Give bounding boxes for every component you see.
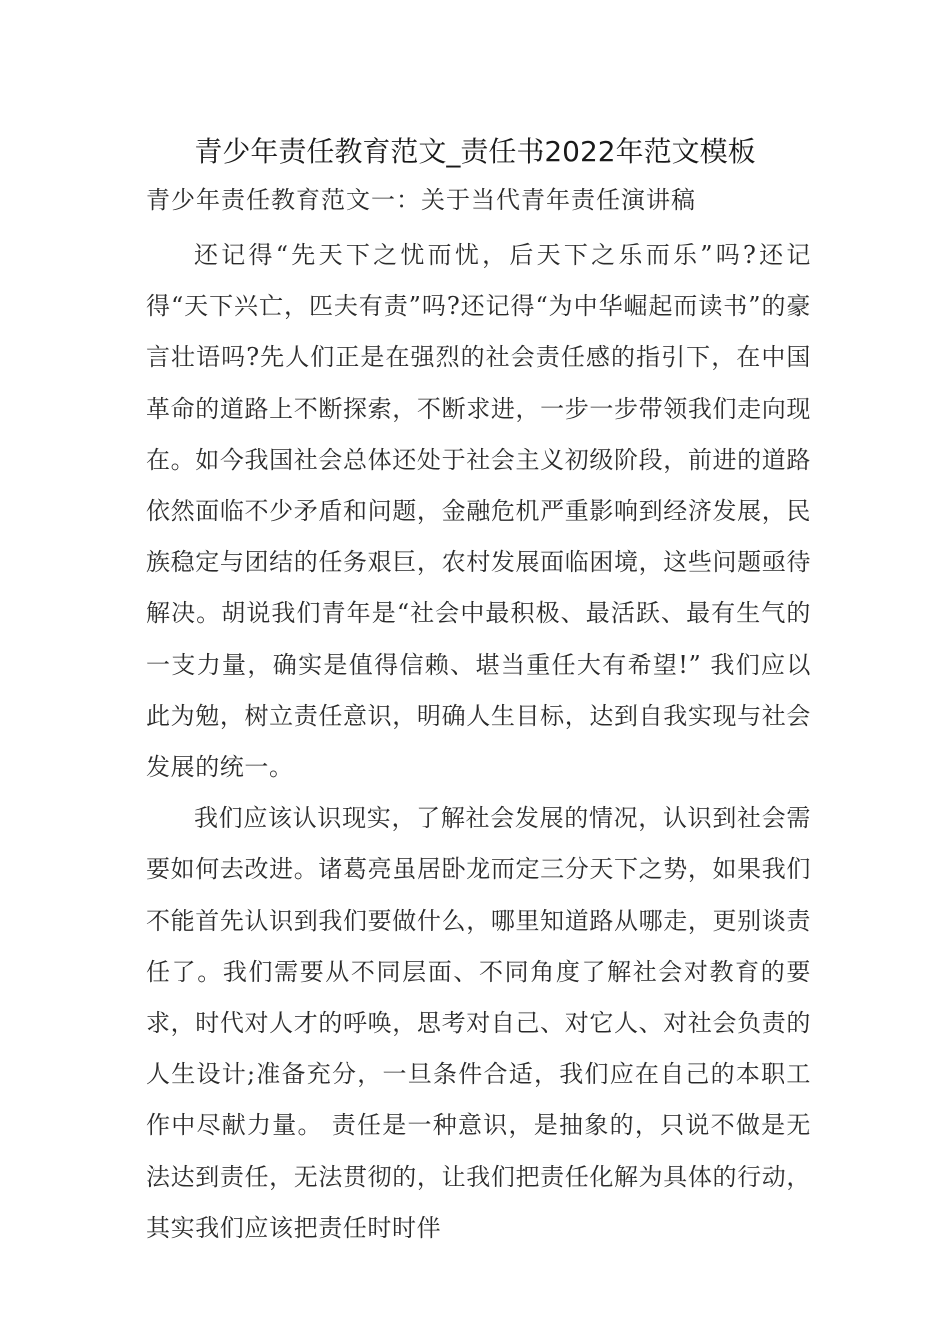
document-body: [146, 230, 811, 1254]
paragraph: [146, 793, 811, 1254]
document-subtitle: 青少年责任教育范文一：关于当代青年责任演讲稿: [146, 186, 696, 214]
paragraph-text: 我们应该认识现实，了解社会发展的情况，认识到社会需要如何去改进。诸葛亮虽居卧龙而定三分天下之势，如果我们不能首先认识到我们要做什么，哪里知道路从哪走，更别谈责任了。我们需要从不同层面、不同角度了解社会对教育的要求，时代对人才的呼唤，思考对自己、对它人、对社会负责的人生设计;准备充分，一旦条件合适，我们应在自己的本职工作中尽献力量。 责任是一种意识，是抽象的，只说不做是无法达到责任，无法贯彻的，让我们把责任化解为具体的行动，其实我们应该把责任时时伴: [146, 804, 811, 1242]
paragraph: [146, 230, 811, 793]
document-title: 青少年责任教育范文_责任书2022年范文模板: [194, 135, 756, 168]
paragraph-text: 还记得“先天下之忧而忧，后天下之乐而乐”吗?还记得“天下兴亡，匹夫有责”吗?还记得“为中华崛起而读书”的豪言壮语吗?先人们正是在强烈的社会责任感的指引下，在中国革命的道路上不断探索，不断求进，一步一步带领我们走向现在。如今我国社会总体还处于社会主义初级阶段，前进的道路依然面临不少矛盾和问题，金融危机严重影响到经济发展，民族稳定与团结的任务艰巨，农村发展面临困境，这些问题亟待解决。胡说我们青年是“社会中最积极、最活跃、最有生气的一支力量，确实是值得信赖、堪当重任大有希望!” 我们应以此为勉，树立责任意识，明确人生目标，达到自我实现与社会发展的统一。: [146, 241, 811, 782]
